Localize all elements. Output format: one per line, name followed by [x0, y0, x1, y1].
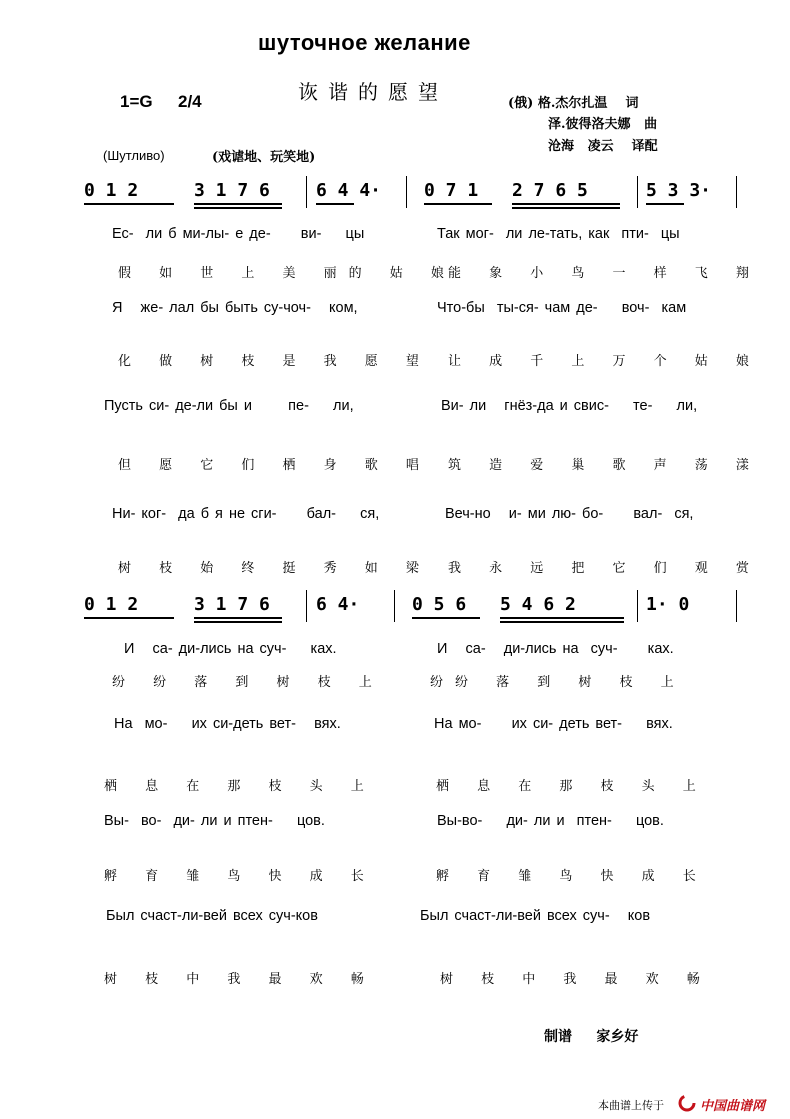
lyric-cn-right: 树 枝 中 我 最 欢 畅: [440, 972, 712, 987]
measure: 3 1 7 6: [194, 180, 270, 201]
lyric-ru-left: Я же- лал бы быть су-чоч- ком,: [112, 300, 358, 316]
lyric-cn-left: 假 如 世 上 美 丽的 姑 娘: [118, 266, 456, 281]
title-chinese: 诙谐的愿望: [298, 80, 448, 104]
lyric-cn-right: 栖 息 在 那 枝 头 上: [436, 779, 708, 794]
measure: 2 7 6 5: [512, 180, 588, 201]
lyric-cn-left: 化 做 树 枝 是 我 愿 望: [118, 354, 431, 369]
lyric-cn-right: 能 象 小 鸟 一 样 飞 翔: [448, 266, 761, 281]
lyric-cn-left: 孵 育 雏 鸟 快 成 长: [104, 869, 376, 884]
beam-line: [194, 621, 282, 623]
lyric-cn-right: 筑 造 爱 巢 歌 声 荡 漾: [448, 458, 761, 473]
bar-line: [736, 176, 737, 208]
lyric-ru-right: Был счаст-ли-вей всех суч- ков: [420, 908, 651, 924]
lyric-ru-left: На мо- их си-деть вет- вях.: [114, 716, 341, 732]
beam-line: [512, 207, 620, 209]
lyric-ru-right: Так мог- ли ле-тать, как пти- цы: [437, 226, 680, 242]
lyric-ru-right: Ви- ли гнёз-да и свис- те- ли,: [441, 398, 698, 414]
measure: 1· 0: [646, 594, 690, 615]
lyric-cn-left: 纷 纷 落 到 树 枝 上: [112, 675, 384, 690]
bar-line: [306, 590, 307, 622]
beam-line: [84, 203, 174, 205]
measure: 6 4·: [316, 594, 360, 615]
bar-line: [637, 176, 638, 208]
credit-composer: 泽.彼得洛夫娜 曲: [548, 117, 658, 132]
measure: 6 4 4·: [316, 180, 382, 201]
lyric-cn-right: 我 永 远 把 它 们 观 赏: [448, 561, 761, 576]
lyric-ru-right: Веч-но и- ми лю- бо- вал- ся,: [445, 506, 694, 522]
bar-line: [637, 590, 638, 622]
beam-line: [500, 621, 624, 623]
lyric-ru-left: Был счаст-ли-вей всех суч-ков: [106, 908, 318, 924]
tempo-chinese: (戏谑地、玩笑地): [212, 150, 316, 165]
lyric-cn-left: 但 愿 它 们 栖 身 歌 唱: [118, 458, 431, 473]
lyric-ru-right: Вы-во- ди- ли и птен- цов.: [437, 813, 664, 829]
measure: 0 1 2: [84, 594, 139, 615]
lyric-cn-left: 树 枝 始 终 挺 秀 如 梁: [118, 561, 431, 576]
bar-line: [306, 176, 307, 208]
title-russian: шуточное желание: [258, 30, 471, 55]
lyric-ru-right: На мо- их си- деть вет- вях.: [434, 716, 673, 732]
site-logo-icon: [678, 1094, 696, 1117]
key-signature: 1=G: [120, 92, 153, 111]
bar-line: [736, 590, 737, 622]
bar-line: [406, 176, 407, 208]
beam-line: [194, 617, 282, 619]
lyric-cn-right: 孵 育 雏 鸟 快 成 长: [436, 869, 708, 884]
lyric-cn-right: 让 成 千 上 万 个 姑 娘: [448, 354, 761, 369]
beam-line: [412, 617, 480, 619]
lyric-ru-right: И са- ди-лись на суч- ках.: [437, 641, 674, 657]
lyric-cn-right: 纷纷 落 到 树 枝 上: [430, 675, 686, 690]
lyric-cn-left: 栖 息 在 那 枝 头 上: [104, 779, 376, 794]
measure: 5 3 3·: [646, 180, 712, 201]
lyric-ru-left: Вы- во- ди- ли и птен- цов.: [104, 813, 325, 829]
lyric-ru-left: И са- ди-лись на суч- ках.: [124, 641, 337, 657]
beam-line: [194, 207, 282, 209]
lyric-ru-right: Что-бы ты-ся- чам де- воч- кам: [437, 300, 687, 316]
measure: 3 1 7 6: [194, 594, 270, 615]
credit-translator: 沧海 凌云 译配: [548, 139, 658, 154]
measure: 0 1 2: [84, 180, 139, 201]
lyric-cn-left: 树 枝 中 我 最 欢 畅: [104, 972, 376, 987]
beam-line: [424, 203, 492, 205]
measure: 5 4 6 2: [500, 594, 576, 615]
upload-note: 本曲谱上传于: [598, 1100, 664, 1112]
beam-line: [500, 617, 624, 619]
measure: 0 5 6: [412, 594, 467, 615]
lyric-ru-left: Пусть си- де-ли бы и пе- ли,: [104, 398, 354, 414]
time-signature: 2/4: [178, 92, 202, 111]
beam-line: [194, 203, 282, 205]
measure: 0 7 1: [424, 180, 479, 201]
beam-line: [316, 203, 354, 205]
bar-line: [394, 590, 395, 622]
lyric-ru-left: Ни- ког- да б я не сги- бал- ся,: [112, 506, 380, 522]
beam-line: [646, 203, 684, 205]
beam-line: [84, 617, 174, 619]
score-maker: 制谱 家乡好: [544, 1029, 639, 1045]
credit-lyricist: (俄) 格.杰尔扎温 词: [508, 96, 639, 111]
tempo-russian: (Шутливо): [103, 148, 165, 163]
beam-line: [512, 203, 620, 205]
lyric-ru-left: Ес- ли б ми-лы- е де- ви- цы: [112, 226, 365, 242]
site-name[interactable]: 中国曲谱网: [700, 1098, 766, 1113]
